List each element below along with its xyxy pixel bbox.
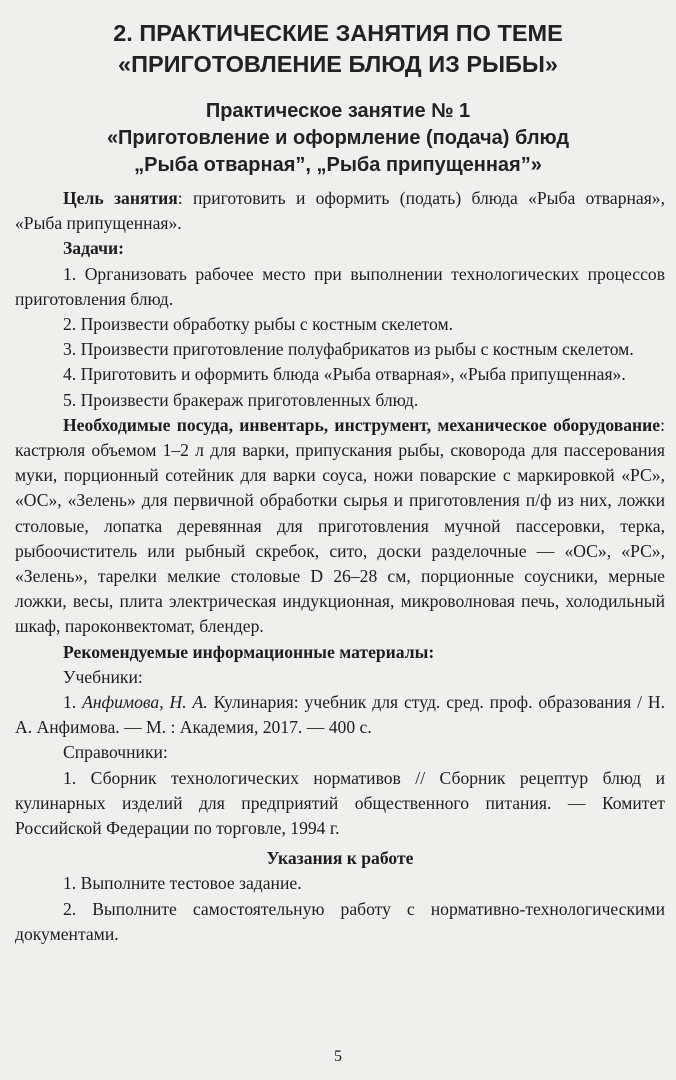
lesson-heading-line-3: „Рыба отварная”, „Рыба припущенная”» — [134, 154, 542, 176]
tasks-heading: Задачи: — [63, 238, 124, 259]
task-item-5: 5. Произвести бракераж приготовленных блюд. — [63, 389, 419, 410]
page-number: 5 — [334, 1048, 342, 1065]
task-item-4: 4. Приготовить и оформить блюда «Рыба отварная», «Рыба припущенная». — [63, 364, 626, 385]
instruction-item-2: 2. Выполните самостоятельную работу с нормативно-технологическими документами. — [15, 898, 665, 944]
lesson-heading-line-2: «Приготовление и оформление (подача) блюд — [106, 127, 570, 149]
textbook-details: Кулинария: учебник для студ. сред. проф. образования / Н. А. Анфимова. — М. : Академия, 2017. — 400 с. — [15, 692, 665, 738]
handbooks-label: Справочники: — [63, 742, 168, 763]
chapter-heading — [0, 18, 676, 80]
textbooks-label: Учебники: — [63, 666, 143, 687]
equipment-text: : кастрюля объемом 1–2 л для варки, припускания рыбы, сковорода для пассерования муки, порционный сотейник для варки соуса, ножи поварские с маркировкой «РС», «ОС», «Зелень» для первичной обработки сырья и приготовления п/ф из них, ложки столовые, лопатка деревянная для приготовления мучной пассеровки, терка, рыбоочиститель или рыбный скребок, сито, доски разделочные — «ОС», «РС», «Зелень», тарелки мелкие столовые D 26–28 см, порционные соусники, мерные ложки, весы, плита электрическая индукционная, микроволновая печь, холодильный шкаф, пароконвектомат, блендер. — [15, 414, 665, 637]
lesson-heading — [0, 98, 676, 179]
lesson-body — [15, 186, 665, 947]
equipment-label: Необходимые посуда, инвентарь, инструмент, механическое оборудование — [63, 414, 661, 435]
goal-label: Цель занятия — [63, 188, 178, 208]
instruction-item-1: 1. Выполните тестовое задание. — [63, 873, 302, 894]
task-item-1: 1. Организовать рабочее место при выполнении технологических процессов приготовления блюд. — [15, 263, 665, 309]
task-item-2: 2. Произвести обработку рыбы с костным скелетом. — [63, 314, 453, 335]
goal-paragraph — [15, 186, 665, 236]
materials-heading: Рекомендуемые информационные материалы: — [63, 641, 435, 662]
chapter-heading-line-2: «ПРИГОТОВЛЕНИЕ БЛЮД ИЗ РЫБЫ» — [118, 51, 558, 77]
textbook-author: Анфимова, Н. А. — [82, 692, 208, 713]
lesson-heading-line-1: Практическое занятие № 1 — [205, 100, 471, 122]
goal-text: : приготовить и оформить (подать) блюда «Рыба отварная», «Рыба припущенная». — [15, 188, 666, 234]
task-item-3: 3. Произвести приготовление полуфабрикатов из рыбы с костным скелетом. — [63, 339, 634, 360]
textbook-reference: 1. Анфимова, Н. А. Кулинария: учебник для студ. сред. проф. образования / Н. А. Анфимова. — М. : Академия, 2017. — 400 с. — [15, 692, 665, 738]
handbook-reference: 1. Сборник технологических нормативов // Сборник рецептур блюд и кулинарных изделий для предприятий общественного питания. — Комитет Российской Федерации по торговле, 1994 г. — [15, 767, 665, 839]
instructions-heading: Указания к работе — [266, 848, 414, 869]
equipment-paragraph — [15, 413, 665, 640]
chapter-heading-line-1: 2. ПРАКТИЧЕСКИЕ ЗАНЯТИЯ ПО ТЕМЕ — [113, 20, 563, 46]
